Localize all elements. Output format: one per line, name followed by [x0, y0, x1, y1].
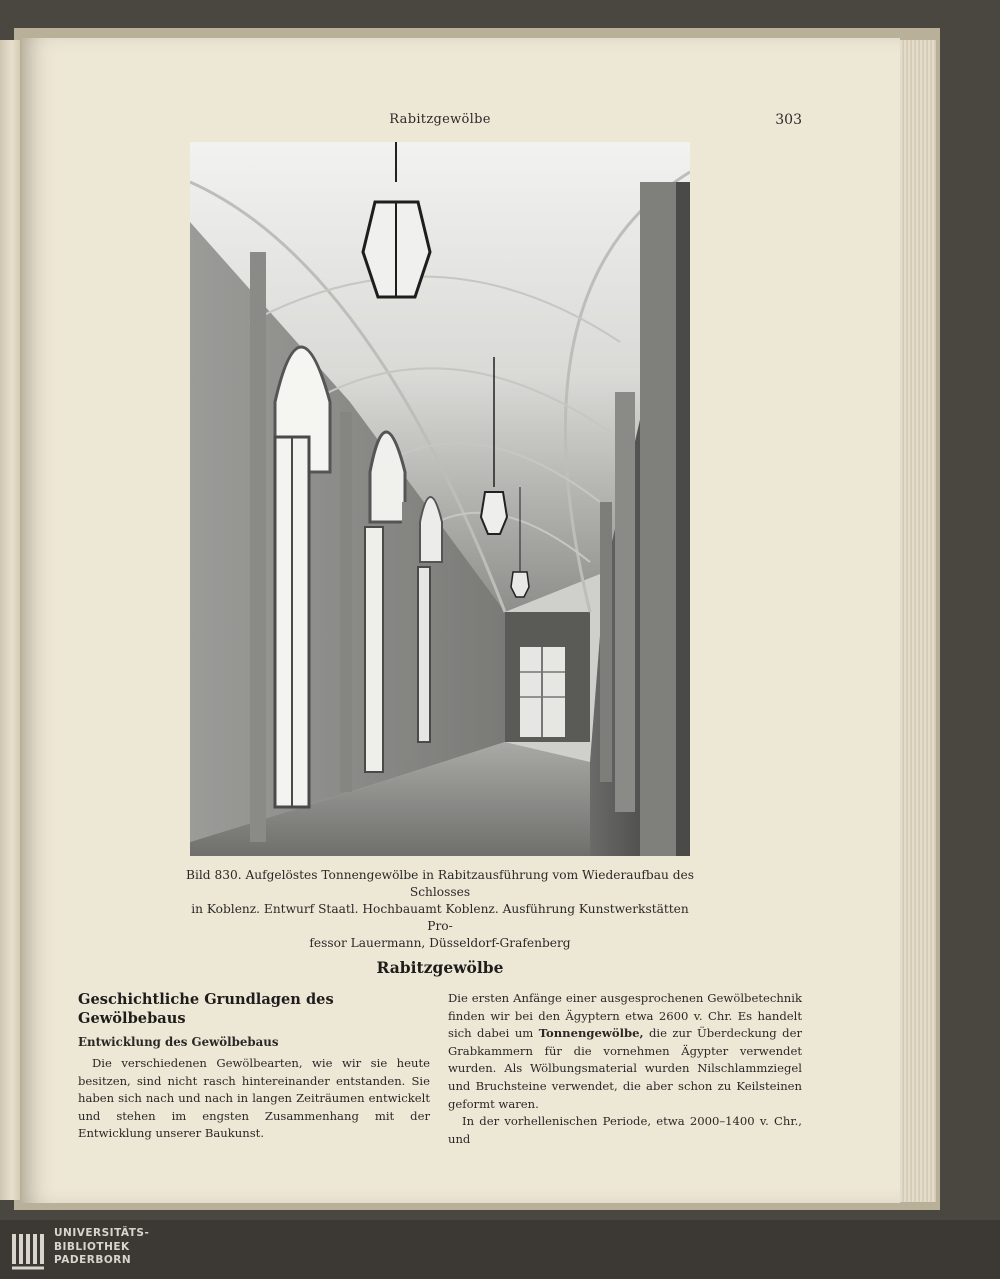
paragraph-right-1-end: die zur Überdeckung der Grabkammern für die vornehmen Ägypter verwendet wurden. Als Wölbungsmaterial wurden Nilschlammziegel und Bruchsteine verwendet, die aber schon zu Keilsteinen geformt waren.	[448, 1026, 802, 1111]
figure-caption	[180, 867, 700, 952]
page-number: 303	[775, 112, 802, 128]
page-stack-edge	[900, 40, 936, 1202]
library-footer	[0, 1220, 1000, 1279]
library-name	[54, 1227, 149, 1268]
library-logo-icon	[10, 1230, 46, 1272]
bold-term-tonnengewoelbe: Tonnengewölbe,	[538, 1026, 644, 1041]
section-title: Rabitzgewölbe	[376, 958, 504, 977]
caption-line-1: Bild 830. Aufgelöstes Tonnengewölbe in Rabitzausführung vom Wiederaufbau des Schlosses	[186, 868, 694, 899]
library-name-line-2: BIBLIOTHEK	[54, 1240, 130, 1253]
figure-photo	[190, 142, 690, 856]
paragraph-right-1-start: Die ersten Anfänge einer ausgesprochenen Gewölbetechnik finden wir bei den Ägyptern etwa 2600 v. Chr. Es handelt sich dabei um	[448, 991, 802, 1041]
chapter-heading: Geschichtliche Grundlagen des Gewölbebaus	[78, 991, 334, 1027]
library-name-line-1: UNIVERSITÄTS-	[54, 1227, 150, 1239]
running-head: Rabitzgewölbe	[389, 112, 491, 127]
caption-line-3: fessor Lauermann, Düsseldorf-Grafenberg	[309, 936, 571, 950]
left-page-edge	[0, 40, 20, 1200]
paragraph-right-1	[448, 990, 802, 1113]
caption-line-2: in Koblenz. Entwurf Staatl. Hochbauamt Koblenz. Ausführung Kunstwerkstätten Pro-	[191, 902, 689, 933]
left-column	[78, 990, 430, 1143]
subheading: Entwicklung des Gewölbebaus	[78, 1035, 279, 1049]
paragraph-right-2: In der vorhellenischen Periode, etwa 2000–1400 v. Chr., und	[448, 1114, 802, 1146]
right-column	[448, 990, 802, 1148]
library-name-line-3: PADERBORN	[54, 1254, 132, 1266]
paragraph-left: Die verschiedenen Gewölbearten, wie wir sie heute besitzen, sind nicht rasch hintereinander entstanden. Sie haben sich nach und nach in langen Zeiträumen entwickelt und stehen im engsten Zusammenhang mit der Entwicklung unserer Baukunst.	[78, 1056, 430, 1141]
